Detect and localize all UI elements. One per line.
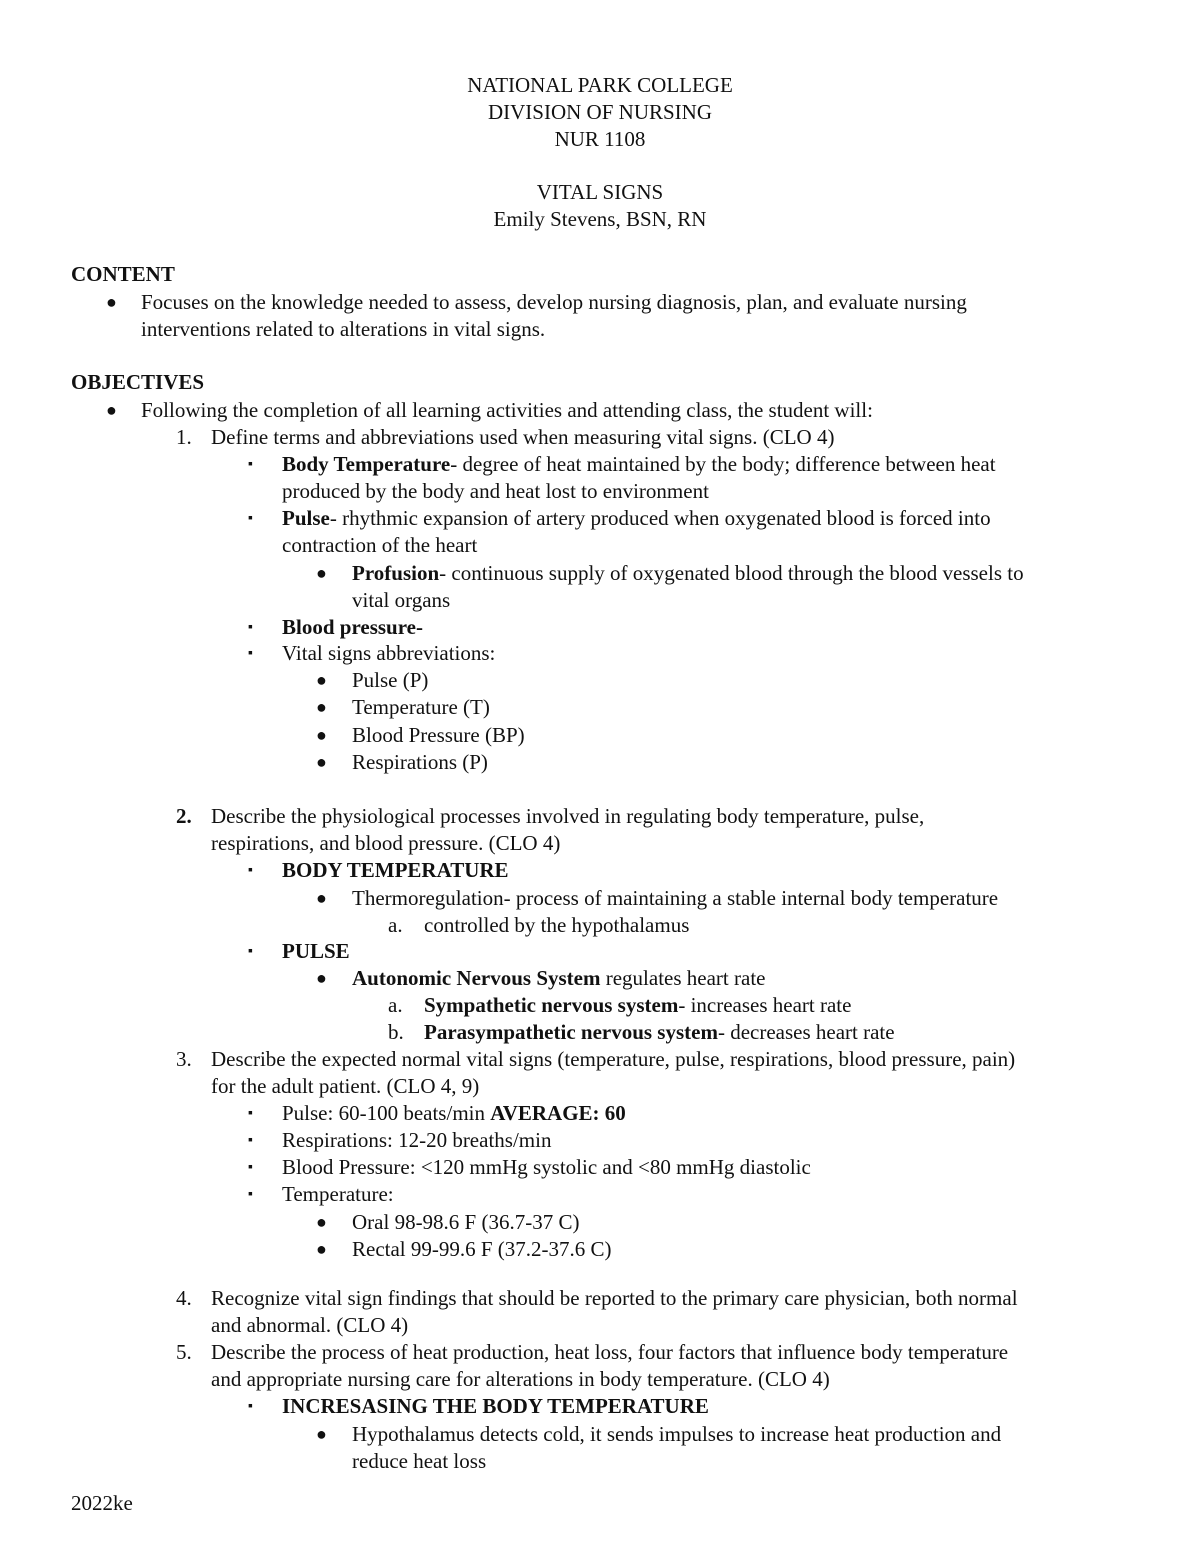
- hypothalamus-cold-text-cont: reduce heat loss: [352, 1449, 487, 1473]
- rectal-temperature: Rectal 99-99.6 F (37.2-37.6 C): [352, 1237, 612, 1261]
- square-bullet-icon: ▪: [248, 1399, 253, 1414]
- footer-code: 2022ke: [71, 1491, 133, 1515]
- objectives-heading: OBJECTIVES: [71, 370, 205, 394]
- college-name: NATIONAL PARK COLLEGE: [467, 73, 733, 97]
- objective-number: 1.: [176, 425, 192, 449]
- abbrev-item: Blood Pressure (BP): [352, 723, 525, 747]
- bullet-icon: ●: [106, 292, 117, 312]
- document-header: [0, 72, 1200, 233]
- square-bullet-icon: ▪: [248, 944, 253, 959]
- objective-4-text-line1: Recognize vital sign findings that should be reported to the primary care physician, both normal: [211, 1286, 1018, 1310]
- square-bullet-icon: ▪: [248, 1187, 253, 1202]
- content-heading: CONTENT: [71, 262, 175, 286]
- body-temp-definition-cont: produced by the body and heat lost to environment: [282, 479, 709, 503]
- sub-item-label: a.: [388, 993, 403, 1017]
- objective-5-text-line1: Describe the process of heat production, heat loss, four factors that influence body temperature: [211, 1340, 1009, 1364]
- sub-item-label: a.: [388, 913, 403, 937]
- bullet-icon: ●: [316, 968, 327, 988]
- bullet-icon: ●: [316, 1239, 327, 1259]
- objective-2-text-line1: Describe the physiological processes involved in regulating body temperature, pulse,: [211, 804, 925, 828]
- bullet-icon: ●: [106, 400, 117, 420]
- bullet-icon: ●: [316, 563, 327, 583]
- objective-3-text-line2: for the adult patient. (CLO 4, 9): [211, 1074, 480, 1098]
- objective-number: 3.: [176, 1047, 192, 1071]
- square-bullet-icon: ▪: [248, 511, 253, 526]
- ans-text: Autonomic Nervous System regulates heart rate: [352, 966, 766, 990]
- body-temp-heading: BODY TEMPERATURE: [282, 858, 509, 882]
- instructor-name: Emily Stevens, BSN, RN: [493, 207, 707, 231]
- bp-term: Blood pressure-: [282, 615, 423, 639]
- sympathetic-text: Sympathetic nervous system- increases heart rate: [424, 993, 852, 1017]
- content-text-line1: Focuses on the knowledge needed to assess, develop nursing diagnosis, plan, and evaluate nursing: [141, 290, 967, 314]
- bullet-icon: ●: [316, 888, 327, 908]
- objectives-intro: Following the completion of all learning activities and attending class, the student will:: [141, 398, 873, 422]
- pulse-heading: PULSE: [282, 939, 350, 963]
- square-bullet-icon: ▪: [248, 457, 253, 472]
- body-temp-definition: Body Temperature- degree of heat maintained by the body; difference between heat: [282, 452, 996, 476]
- profusion-definition-cont: vital organs: [352, 588, 451, 612]
- abbreviations-label: Vital signs abbreviations:: [282, 641, 496, 665]
- hypothalamus-cold-text: Hypothalamus detects cold, it sends impulses to increase heat production and: [352, 1422, 1002, 1446]
- objective-5-text-line2: and appropriate nursing care for alterations in body temperature. (CLO 4): [211, 1367, 830, 1391]
- sub-item-label: b.: [388, 1020, 404, 1044]
- bullet-icon: ●: [316, 725, 327, 745]
- normal-blood-pressure: Blood Pressure: <120 mmHg systolic and <80 mmHg diastolic: [282, 1155, 811, 1179]
- abbrev-item: Respirations (P): [352, 750, 488, 774]
- temperature-label: Temperature:: [282, 1182, 394, 1206]
- parasympathetic-text: Parasympathetic nervous system- decreases heart rate: [424, 1020, 895, 1044]
- objective-3-text-line1: Describe the expected normal vital signs (temperature, pulse, respirations, blood pressure, pain): [211, 1047, 1016, 1071]
- abbrev-item: Pulse (P): [352, 668, 429, 692]
- content-text-line2: interventions related to alterations in vital signs.: [141, 317, 546, 341]
- square-bullet-icon: ▪: [248, 646, 253, 661]
- topic-title: VITAL SIGNS: [536, 180, 664, 204]
- profusion-definition: Profusion- continuous supply of oxygenated blood through the blood vessels to: [352, 561, 1024, 585]
- square-bullet-icon: ▪: [248, 1160, 253, 1175]
- pulse-definition: Pulse- rhythmic expansion of artery produced when oxygenated blood is forced into: [282, 506, 991, 530]
- division-name: DIVISION OF NURSING: [487, 100, 712, 124]
- bullet-icon: ●: [316, 670, 327, 690]
- bullet-icon: ●: [316, 752, 327, 772]
- course-code: NUR 1108: [554, 127, 646, 151]
- thermoregulation-text: Thermoregulation- process of maintaining a stable internal body temperature: [352, 886, 999, 910]
- oral-temperature: Oral 98-98.6 F (36.7-37 C): [352, 1210, 580, 1234]
- increasing-temp-heading: INCRESASING THE BODY TEMPERATURE: [282, 1394, 709, 1418]
- normal-respirations: Respirations: 12-20 breaths/min: [282, 1128, 552, 1152]
- square-bullet-icon: ▪: [248, 1133, 253, 1148]
- pulse-definition-cont: contraction of the heart: [282, 533, 478, 557]
- objective-number: 2.: [176, 804, 192, 828]
- bullet-icon: ●: [316, 1424, 327, 1444]
- objective-1-text: Define terms and abbreviations used when measuring vital signs. (CLO 4): [211, 425, 835, 449]
- square-bullet-icon: ▪: [248, 863, 253, 878]
- objective-2-text-line2: respirations, and blood pressure. (CLO 4): [211, 831, 561, 855]
- square-bullet-icon: ▪: [248, 1106, 253, 1121]
- objective-number: 5.: [176, 1340, 192, 1364]
- bullet-icon: ●: [316, 697, 327, 717]
- square-bullet-icon: ▪: [248, 620, 253, 635]
- objective-4-text-line2: and abnormal. (CLO 4): [211, 1313, 409, 1337]
- abbrev-item: Temperature (T): [352, 695, 490, 719]
- bullet-icon: ●: [316, 1212, 327, 1232]
- normal-pulse: Pulse: 60-100 beats/min AVERAGE: 60: [282, 1101, 626, 1125]
- hypothalamus-text: controlled by the hypothalamus: [424, 913, 690, 937]
- objective-number: 4.: [176, 1286, 192, 1310]
